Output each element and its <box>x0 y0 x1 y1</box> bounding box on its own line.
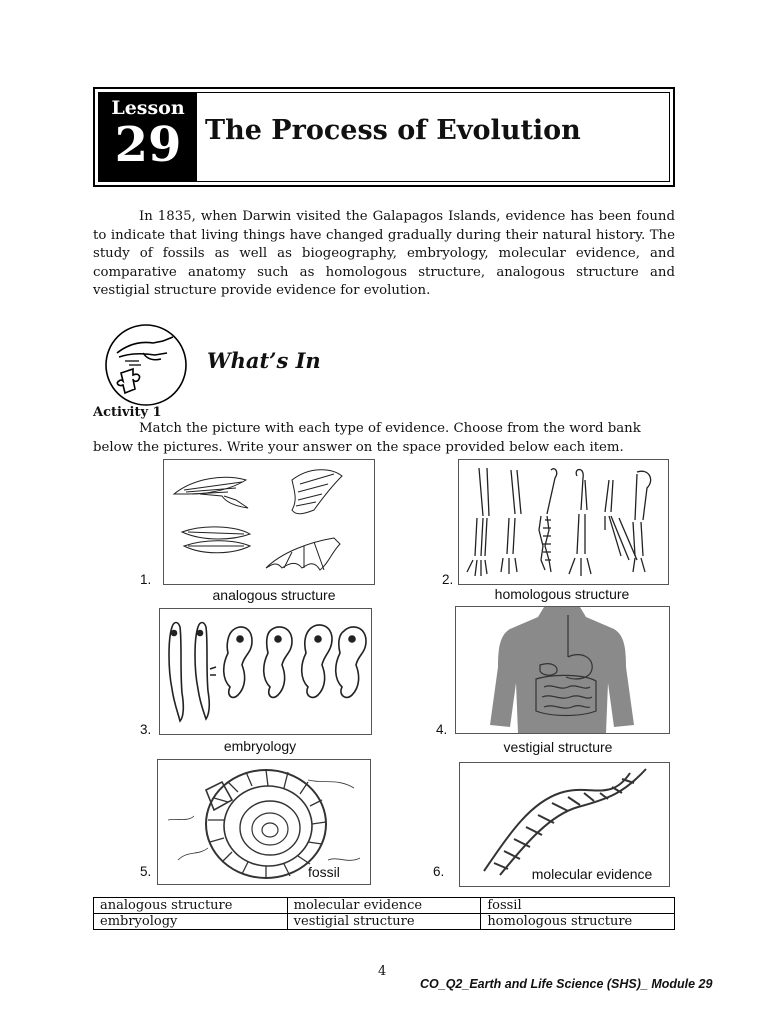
lesson-badge <box>99 93 197 181</box>
human-torso-organs-icon <box>456 607 669 733</box>
lesson-label: Lesson <box>111 97 185 119</box>
item-number: 6. <box>433 864 445 879</box>
picture-embryos <box>159 608 372 735</box>
word-bank-cell: vestigial structure <box>287 914 481 930</box>
picture-dna <box>459 762 670 887</box>
picture-limb-bones <box>458 459 669 585</box>
lesson-header <box>93 87 675 187</box>
activity-instructions: Match the picture with each type of evidence. Choose from the word bank below the pictures. Write your answer on the space provided below each item. <box>93 421 641 455</box>
hand-puzzle-icon <box>103 323 191 407</box>
module-footer: CO_Q2_Earth and Life Science (SHS)_ Module 29 <box>420 977 713 991</box>
lesson-number: 29 <box>114 117 182 173</box>
picture-human-torso <box>455 606 670 734</box>
picture-wings <box>163 459 375 585</box>
answer-1: analogous structure <box>212 587 336 603</box>
answer-4: vestigial structure <box>503 739 613 755</box>
item-number: 3. <box>140 722 152 737</box>
word-bank-cell: fossil <box>481 898 675 914</box>
word-bank-cell: embryology <box>94 914 288 930</box>
page-title: The Process of Evolution <box>205 115 581 146</box>
activity-label: Activity 1 <box>93 405 162 420</box>
lesson-header-inner <box>98 92 670 182</box>
item-number: 1. <box>140 572 152 587</box>
item-number: 4. <box>436 722 448 737</box>
limb-bones-icon <box>459 460 668 584</box>
table-row <box>94 914 675 930</box>
word-bank-cell: analogous structure <box>94 898 288 914</box>
word-bank-cell: homologous structure <box>481 914 675 930</box>
wings-icon <box>164 460 374 584</box>
answer-3: embryology <box>223 738 297 754</box>
picture-fossil <box>157 759 371 885</box>
word-bank-table <box>93 897 675 930</box>
item-number: 2. <box>442 572 454 587</box>
intro-paragraph: In 1835, when Darwin visited the Galapagos Islands, evidence has been found to indicate that living things have changed gradually during their natural history. The study of fossils as well as biogeography, embryology, molecular evidence, and comparative anatomy such as homologous structure, analogous structure and vestigial structure provide evidence for evolution. <box>93 209 675 298</box>
item-number: 5. <box>140 864 152 879</box>
page-number: 4 <box>378 964 387 979</box>
table-row <box>94 898 675 914</box>
embryos-icon <box>160 609 371 734</box>
answer-2: homologous structure <box>494 586 630 602</box>
word-bank-cell: molecular evidence <box>287 898 481 914</box>
section-title: What’s In <box>207 348 321 373</box>
answer-6: molecular evidence <box>531 866 653 882</box>
answer-5: fossil <box>308 864 340 880</box>
